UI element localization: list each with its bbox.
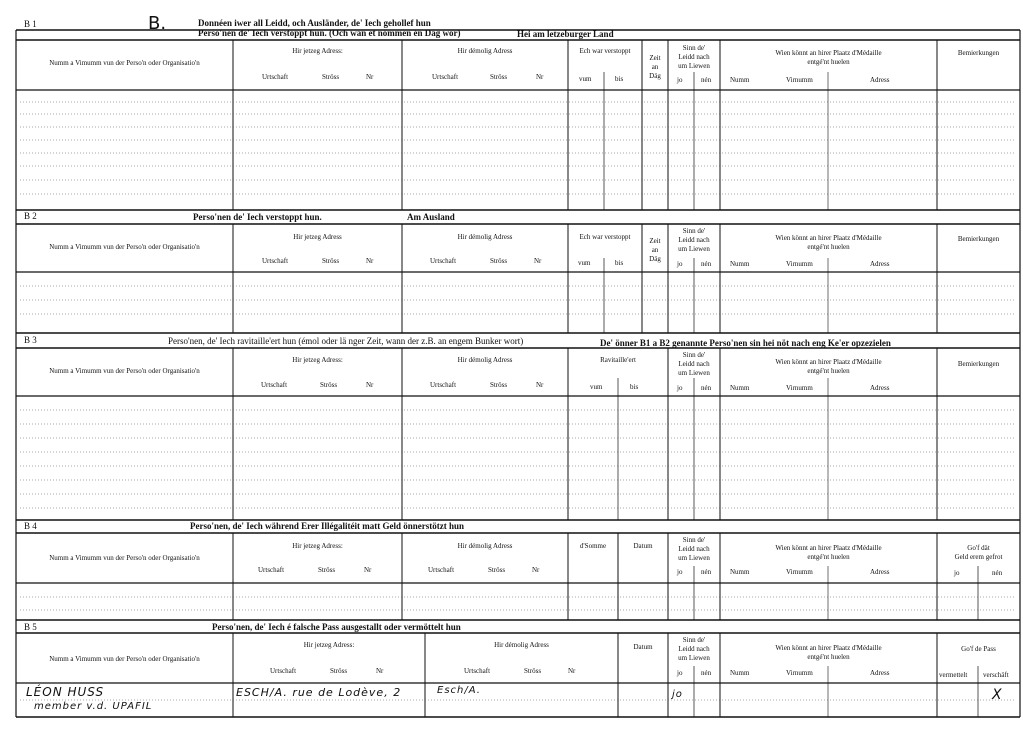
b1-col-addr-then: Hir démolig Adress bbox=[457, 47, 513, 55]
form-letter: B. bbox=[148, 13, 167, 34]
b3-col-name: Numm a Vimumm vun der Perso'n oder Organisatio'n bbox=[49, 367, 200, 375]
b3-title: Perso'nen, de' Iech ravitaille'ert hun (émol oder lä nger Zeit, wann der z.B. an engem Bunker wort) bbox=[168, 336, 524, 346]
b5-title: Perso'nen, de' Iech é falsche Pass ausgestallt oder vermöttelt hun bbox=[212, 622, 461, 632]
b3-sub-nr-then: Nr bbox=[536, 381, 544, 389]
b2-col-sinn-3: um Liewen bbox=[678, 245, 710, 253]
b1-title-line1: Donnéen iwer all Leidd, och Ausländer, de' Iech gehollef hun bbox=[198, 18, 431, 28]
b2-col-zeit-2: an bbox=[651, 246, 659, 254]
b5-entry-addr-then: Esch/A. bbox=[437, 685, 481, 696]
b4-col-somme: d'Somme bbox=[579, 542, 607, 550]
b5-sub-adress: Adress bbox=[870, 669, 890, 677]
section-b2-label: B 2 bbox=[24, 211, 37, 221]
b2-col-wien-1: Wien könnt an hirer Plaatz d'Médaille bbox=[775, 234, 882, 242]
b3-col-sinn-3: um Liewen bbox=[678, 369, 710, 377]
b2-col-zeit-3: Däg bbox=[649, 255, 661, 263]
b3-col-sinn-2: Leidd nach bbox=[678, 360, 710, 368]
b5-col-gof: Go'f de Pass bbox=[961, 645, 996, 653]
b1-col-zeit-3: Däg bbox=[649, 72, 661, 80]
b2-sub-nr-then: Nr bbox=[534, 257, 542, 265]
b5-sub-nr: Nr bbox=[376, 667, 384, 675]
b4-col-datum: Datum bbox=[633, 542, 653, 550]
b4-sub-nen: nén bbox=[701, 568, 712, 576]
b5-entry-mark: X bbox=[992, 687, 1003, 703]
b3-sub-adress: Adress bbox=[870, 384, 890, 392]
b3-sub-vum: vum bbox=[590, 383, 603, 391]
b1-sub-bis: bis bbox=[615, 75, 624, 83]
section-b4-label: B 4 bbox=[24, 521, 37, 531]
b5-entry-addr-now: ESCH/A. rue de Lodève, 2 bbox=[236, 686, 402, 699]
b4-title: Perso'nen, de' Iech während Erer Illégalitéit matt Geld önnerstötzt hun bbox=[190, 521, 464, 531]
b3-title-extra: De' önner B1 a B2 genannte Perso'nen sin hei nöt nach eng Ke'er opzezielen bbox=[600, 338, 891, 348]
b5-sub-nr-then: Nr bbox=[568, 667, 576, 675]
b4-col-sinn-2: Leidd nach bbox=[678, 545, 710, 553]
section-b3-label: B 3 bbox=[24, 335, 37, 345]
b1-sub-uurtschaft: Urtschaft bbox=[262, 73, 289, 81]
b5-sub-vermettelt: vermettelt bbox=[939, 671, 968, 679]
b3-sub-nen: nén bbox=[701, 384, 712, 392]
b5-sub-vimumm: Virnumm bbox=[786, 669, 813, 677]
b1-col-sinn-2: Leidd nach bbox=[678, 53, 710, 61]
b5-entry-name: LÉON HUSS bbox=[26, 685, 105, 699]
b2-sub-numm: Numm bbox=[730, 260, 750, 268]
b5-sub-nen: nén bbox=[701, 669, 712, 677]
b2-sub-stross: Ströss bbox=[322, 257, 340, 265]
b5-sub-verschaft: verschäft bbox=[983, 671, 1009, 679]
b1-sub-vum: vum bbox=[579, 75, 592, 83]
b2-sub-uurtschaft: Urtschaft bbox=[262, 257, 289, 265]
b3-sub-uurtschaft-then: Urtschaft bbox=[430, 381, 457, 389]
b2-sub-nen: nén bbox=[701, 260, 712, 268]
b2-col-sinn-2: Leidd nach bbox=[678, 236, 710, 244]
b4-col-name: Numm a Vimumm vun der Perso'n oder Organisatio'n bbox=[49, 554, 200, 562]
b5-col-wien-1: Wien könnt an hirer Plaatz d'Médaille bbox=[775, 644, 882, 652]
b5-sub-numm: Numm bbox=[730, 669, 750, 677]
b3-sub-stross: Ströss bbox=[320, 381, 338, 389]
b1-col-wien-2: entgé'nt huelen bbox=[807, 58, 850, 66]
b5-sub-stross-then: Ströss bbox=[524, 667, 542, 675]
b4-sub-stross-then: Ströss bbox=[488, 566, 506, 574]
b3-sub-vimumm: Virnumm bbox=[786, 384, 813, 392]
b2-col-bemierk: Bemierkungen bbox=[957, 235, 1000, 243]
b1-sub-stross: Ströss bbox=[322, 73, 340, 81]
b3-sub-bis: bis bbox=[630, 383, 639, 391]
b5-col-sinn-3: um Liewen bbox=[678, 654, 710, 662]
b3-col-bemierk: Bemierkungen bbox=[957, 360, 1000, 368]
b1-col-hidden: Ech war verstoppt bbox=[579, 47, 631, 55]
b4-col-wien-1: Wien könnt an hirer Plaatz d'Médaille bbox=[775, 544, 882, 552]
b1-col-sinn-1: Sinn de' bbox=[682, 44, 706, 52]
b4-sub-nr-then: Nr bbox=[532, 566, 540, 574]
b5-col-wien-2: entgé'nt huelen bbox=[807, 653, 850, 661]
b3-col-ravit: Ravitaille'ert bbox=[600, 356, 636, 364]
b1-title-line2: Perso'nen de' Iech verstoppt hun. (Och wan et nömmen én Dag wor) bbox=[198, 28, 461, 38]
b4-sub-stross: Ströss bbox=[318, 566, 336, 574]
b2-col-hidden: Ech war verstoppt bbox=[579, 233, 631, 241]
b3-col-addr-now: Hir jetzeg Adress: bbox=[292, 356, 343, 364]
b4-sub-nen2: nén bbox=[992, 569, 1003, 577]
b4-sub-nr: Nr bbox=[364, 566, 372, 574]
b1-col-sinn-3: um Liewen bbox=[678, 62, 710, 70]
b2-sub-vimumm: Virnumm bbox=[786, 260, 813, 268]
b1-sub-nr-then: Nr bbox=[536, 73, 544, 81]
b1-sub-vimumm: Virnumm bbox=[786, 76, 813, 84]
b4-col-wien-2: entgé'nt huelen bbox=[807, 553, 850, 561]
b2-col-addr-now: Hir jetzeg Adress bbox=[293, 233, 342, 241]
b3-sub-nr: Nr bbox=[366, 381, 374, 389]
b3-sub-numm: Numm bbox=[730, 384, 750, 392]
b5-entry-alive: jo bbox=[672, 689, 683, 700]
b4-sub-numm: Numm bbox=[730, 568, 750, 576]
b4-col-addr-now: Hir jetzeg Adress: bbox=[292, 542, 343, 550]
b2-sub-bis: bis bbox=[615, 259, 624, 267]
b1-col-zeit-2: an bbox=[651, 63, 659, 71]
b5-sub-uurtschaft: Urtschaft bbox=[270, 667, 297, 675]
b1-col-addr-now: Hir jetzeg Adress: bbox=[292, 47, 343, 55]
b5-col-addr-then: Hir démolig Adress bbox=[494, 641, 549, 649]
b2-sub-uurtschaft-then: Urtschaft bbox=[430, 257, 457, 265]
b5-col-sinn-2: Leidd nach bbox=[678, 645, 710, 653]
b1-col-zeit-1: Zeit bbox=[649, 54, 661, 62]
b1-col-wien-1: Wien könnt an hirer Plaatz d'Médaille bbox=[775, 49, 882, 57]
b2-sub-nr: Nr bbox=[366, 257, 374, 265]
b1-title-extra: Hei am letzeburger Land bbox=[517, 29, 614, 39]
b4-sub-vimumm: Virnumm bbox=[786, 568, 813, 576]
b2-sub-stross-then: Ströss bbox=[490, 257, 508, 265]
b3-col-sinn-1: Sinn de' bbox=[682, 351, 706, 359]
b5-sub-jo: jo bbox=[677, 669, 683, 677]
b5-col-datum: Datum bbox=[633, 643, 653, 651]
b5-col-sinn-1: Sinn de' bbox=[682, 636, 706, 644]
b2-col-addr-then: Hir démolig Adress bbox=[457, 233, 513, 241]
b1-sub-adress: Adress bbox=[870, 76, 890, 84]
b4-sub-jo2: jo bbox=[954, 569, 960, 577]
b2-col-name: Numm a Vimumm vun der Perso'n oder Organisatio'n bbox=[49, 243, 200, 251]
b1-sub-uurtschaft-then: Urtschaft bbox=[432, 73, 459, 81]
b3-sub-jo: jo bbox=[677, 384, 683, 392]
b4-col-gof-2: Geld erem gefrot bbox=[954, 553, 1003, 561]
b4-col-sinn-1: Sinn de' bbox=[682, 536, 706, 544]
b2-col-wien-2: entgé'nt huelen bbox=[807, 243, 850, 251]
section-b5-label: B 5 bbox=[24, 622, 37, 632]
b1-col-bemierk: Bemierkungen bbox=[957, 49, 1000, 57]
b2-title-extra: Am Ausland bbox=[407, 212, 455, 222]
b3-col-wien-1: Wien könnt an hirer Plaatz d'Médaille bbox=[775, 358, 882, 366]
b1-sub-nr: Nr bbox=[366, 73, 374, 81]
b2-title: Perso'nen de' Iech verstoppt hun. bbox=[193, 212, 322, 222]
b1-sub-stross-then: Ströss bbox=[490, 73, 508, 81]
b4-sub-jo: jo bbox=[677, 568, 683, 576]
b3-col-addr-then: Hir démolig Adress bbox=[457, 356, 513, 364]
b4-col-addr-then: Hir démolig Adress bbox=[457, 542, 513, 550]
b2-sub-jo: jo bbox=[677, 260, 683, 268]
b4-sub-uurtschaft-then: Urtschaft bbox=[428, 566, 455, 574]
section-b1-label: B 1 bbox=[24, 19, 37, 29]
b2-sub-adress: Adress bbox=[870, 260, 890, 268]
b5-sub-uurtschaft-then: Urtschaft bbox=[464, 667, 491, 675]
b4-sub-uurtschaft: Urtschaft bbox=[258, 566, 285, 574]
b5-sub-stross: Ströss bbox=[330, 667, 348, 675]
b2-col-sinn-1: Sinn de' bbox=[682, 227, 706, 235]
b3-col-wien-2: entgé'nt huelen bbox=[807, 367, 850, 375]
b1-sub-nen: nén bbox=[701, 76, 712, 84]
b2-sub-vum: vum bbox=[578, 259, 591, 267]
b1-col-name: Numm a Vimumm vun der Perso'n oder Organisatio'n bbox=[49, 59, 200, 67]
b4-sub-adress: Adress bbox=[870, 568, 890, 576]
b2-col-zeit-1: Zeit bbox=[649, 237, 661, 245]
b1-sub-jo: jo bbox=[677, 76, 683, 84]
b5-entry-member: member v.d. UPAFIL bbox=[34, 701, 153, 712]
b3-sub-stross-then: Ströss bbox=[490, 381, 508, 389]
b3-sub-uurtschaft: Urtschaft bbox=[261, 381, 288, 389]
b4-col-gof-1: Go'f dät bbox=[967, 544, 990, 552]
b1-sub-numm: Numm bbox=[730, 76, 750, 84]
b4-col-sinn-3: um Liewen bbox=[678, 554, 710, 562]
b5-col-name: Numm a Vimumm vun der Perso'n oder Organisatio'n bbox=[49, 655, 200, 663]
b5-col-addr-now: Hir jetzeg Adress: bbox=[303, 641, 355, 649]
